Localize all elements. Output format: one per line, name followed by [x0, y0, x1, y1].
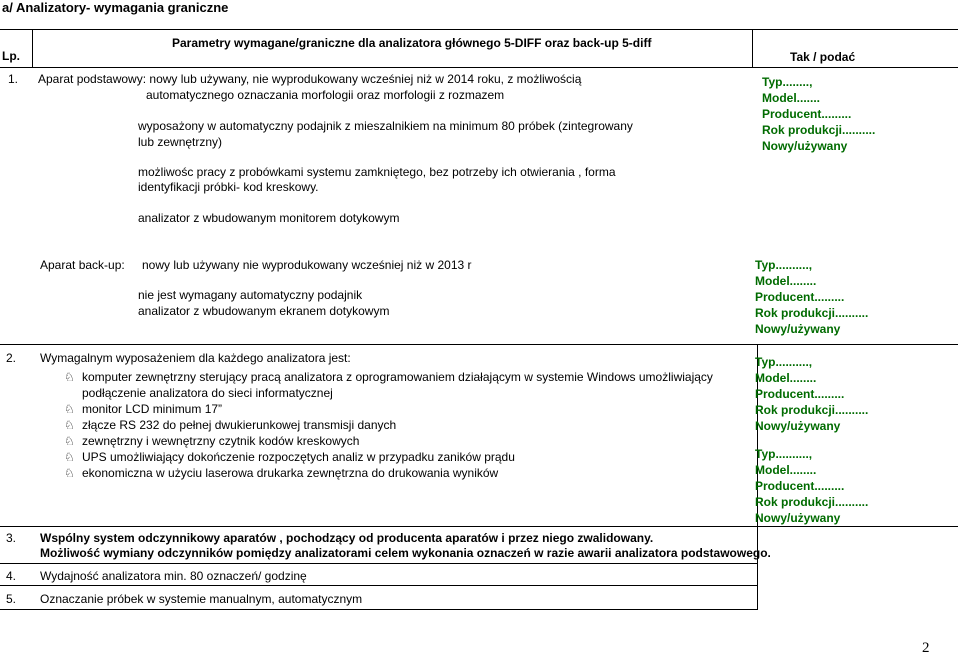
answer-nowy: Nowy/używany [755, 322, 841, 336]
row2-intro: Wymagalnym wyposażeniem dla każdego analizatora jest: [40, 351, 351, 365]
row1-line6: identyfikacji próbki- kod kreskowy. [138, 180, 319, 194]
row1-line2: automatycznego oznaczania morfologii oraz morfologii z rozmazem [146, 88, 505, 102]
page-number: 2 [922, 640, 930, 656]
list-item: ♘ UPS umożliwiający dokończenie rozpoczętych analiz w przypadku zaników prądu [64, 450, 515, 464]
backup-line2: nie jest wymagany automatyczny podajnik [138, 288, 363, 302]
row1-number: 1. [8, 72, 19, 86]
answer-rok: Rok produkcji.......... [762, 123, 876, 137]
answer-nowy: Nowy/używany [762, 139, 848, 153]
row1-line7: analizator z wbudowanym monitorem dotykowym [138, 211, 400, 225]
row3-top-border [0, 526, 958, 527]
table-bottom-border [0, 609, 758, 610]
knight-icon: ♘ [64, 402, 75, 416]
row1-line3: wyposażony w automatyczny podajnik z mieszalnikiem na minimum 80 próbek (zintegrowany [138, 119, 633, 133]
answer-rok: Rok produkcji.......... [755, 495, 869, 509]
row2-number: 2. [6, 351, 17, 365]
row5-top-border [0, 585, 758, 586]
header-tak-podac: Tak / podać [790, 50, 856, 64]
answer-model: Model........ [755, 371, 817, 385]
answer-typ: Typ........, [762, 75, 813, 89]
row4-text: Wydajność analizatora min. 80 oznaczeń/ godzinę [40, 569, 307, 583]
row3-number: 3. [6, 531, 17, 545]
row1-answer-block [762, 74, 875, 154]
list-item: ♘ zewnętrzny i wewnętrzny czytnik kodów kreskowych [64, 434, 360, 448]
answer-nowy: Nowy/używany [755, 419, 841, 433]
backup-answer-block [755, 257, 868, 337]
list-item: ♘ monitor LCD minimum 17” [64, 402, 223, 416]
knight-icon: ♘ [64, 466, 75, 480]
answer-typ: Typ.........., [755, 258, 813, 272]
row3-line2: Możliwość wymiany odczynników pomiędzy analizatorami celem wykonania oznaczeń w razie awarii analizatora podstawowego. [40, 546, 771, 560]
knight-icon: ♘ [64, 418, 75, 432]
backup-line3: analizator z wbudowanym ekranem dotykowym [138, 304, 390, 318]
answer-nowy: Nowy/używany [755, 511, 841, 525]
row1-line4: lub zewnętrzny) [138, 135, 223, 149]
column-divider-left [32, 30, 33, 67]
backup-line1: nowy lub używany nie wyprodukowany wcześniej niż w 2013 r [142, 258, 472, 272]
knight-icon: ♘ [64, 434, 75, 448]
knight-icon: ♘ [64, 370, 75, 384]
answer-producent: Producent......... [762, 107, 852, 121]
list-item: ♘ złącze RS 232 do pełnej dwukierunkowej transmisji danych [64, 418, 397, 432]
header-bottom-border [0, 67, 958, 68]
knight-icon: ♘ [64, 450, 75, 464]
row1-line1: Aparat podstawowy: nowy lub używany, nie wyprodukowany wcześniej niż w 2014 roku, z możliwością [38, 72, 582, 86]
row2-answer-block-a [755, 354, 868, 434]
row3-line1: Wspólny system odczynnikowy aparatów , pochodzący od producenta aparatów i przez niego zwalidowany. [40, 531, 654, 545]
answer-producent: Producent......... [755, 387, 845, 401]
answer-model: Model........ [755, 463, 817, 477]
answer-typ: Typ.........., [755, 355, 813, 369]
row2-top-border [0, 344, 958, 345]
list-item-continuation: podłączenie analizatora do sieci informatycznej [82, 386, 333, 400]
header-title: Parametry wymagane/graniczne dla analizatora głównego 5-DIFF oraz back-up 5-diff [172, 36, 652, 50]
row2-equipment-list [64, 369, 713, 481]
answer-model: Model........ [755, 274, 817, 288]
row1-line5: możliwośc pracy z probówkami systemu zamkniętego, bez potrzeby ich otwierania , forma [138, 165, 616, 179]
list-item: ♘ komputer zewnętrzny sterujący pracą analizatora z oprogramowaniem działającym w systemie Windows umożliwiający [64, 370, 713, 384]
answer-producent: Producent......... [755, 290, 845, 304]
answer-rok: Rok produkcji.......... [755, 306, 869, 320]
table-top-border [0, 29, 958, 30]
row5-number: 5. [6, 592, 17, 606]
row2-answer-block-b [755, 446, 868, 526]
answer-model: Model....... [762, 91, 821, 105]
answer-rok: Rok produkcji.......... [755, 403, 869, 417]
list-item: ♘ ekonomiczna w użyciu laserowa drukarka zewnętrzna do drukowania wyników [64, 466, 499, 480]
answer-typ: Typ.........., [755, 447, 813, 461]
row5-text: Oznaczanie próbek w systemie manualnym, automatycznym [40, 592, 363, 606]
section-heading: a/ Analizatory- wymagania graniczne [2, 0, 229, 15]
backup-label: Aparat back-up: [40, 258, 125, 272]
row4-number: 4. [6, 569, 17, 583]
header-lp: Lp. [2, 49, 20, 63]
column-divider-right [752, 30, 753, 67]
answer-producent: Producent......... [755, 479, 845, 493]
row4-top-border [0, 563, 758, 564]
